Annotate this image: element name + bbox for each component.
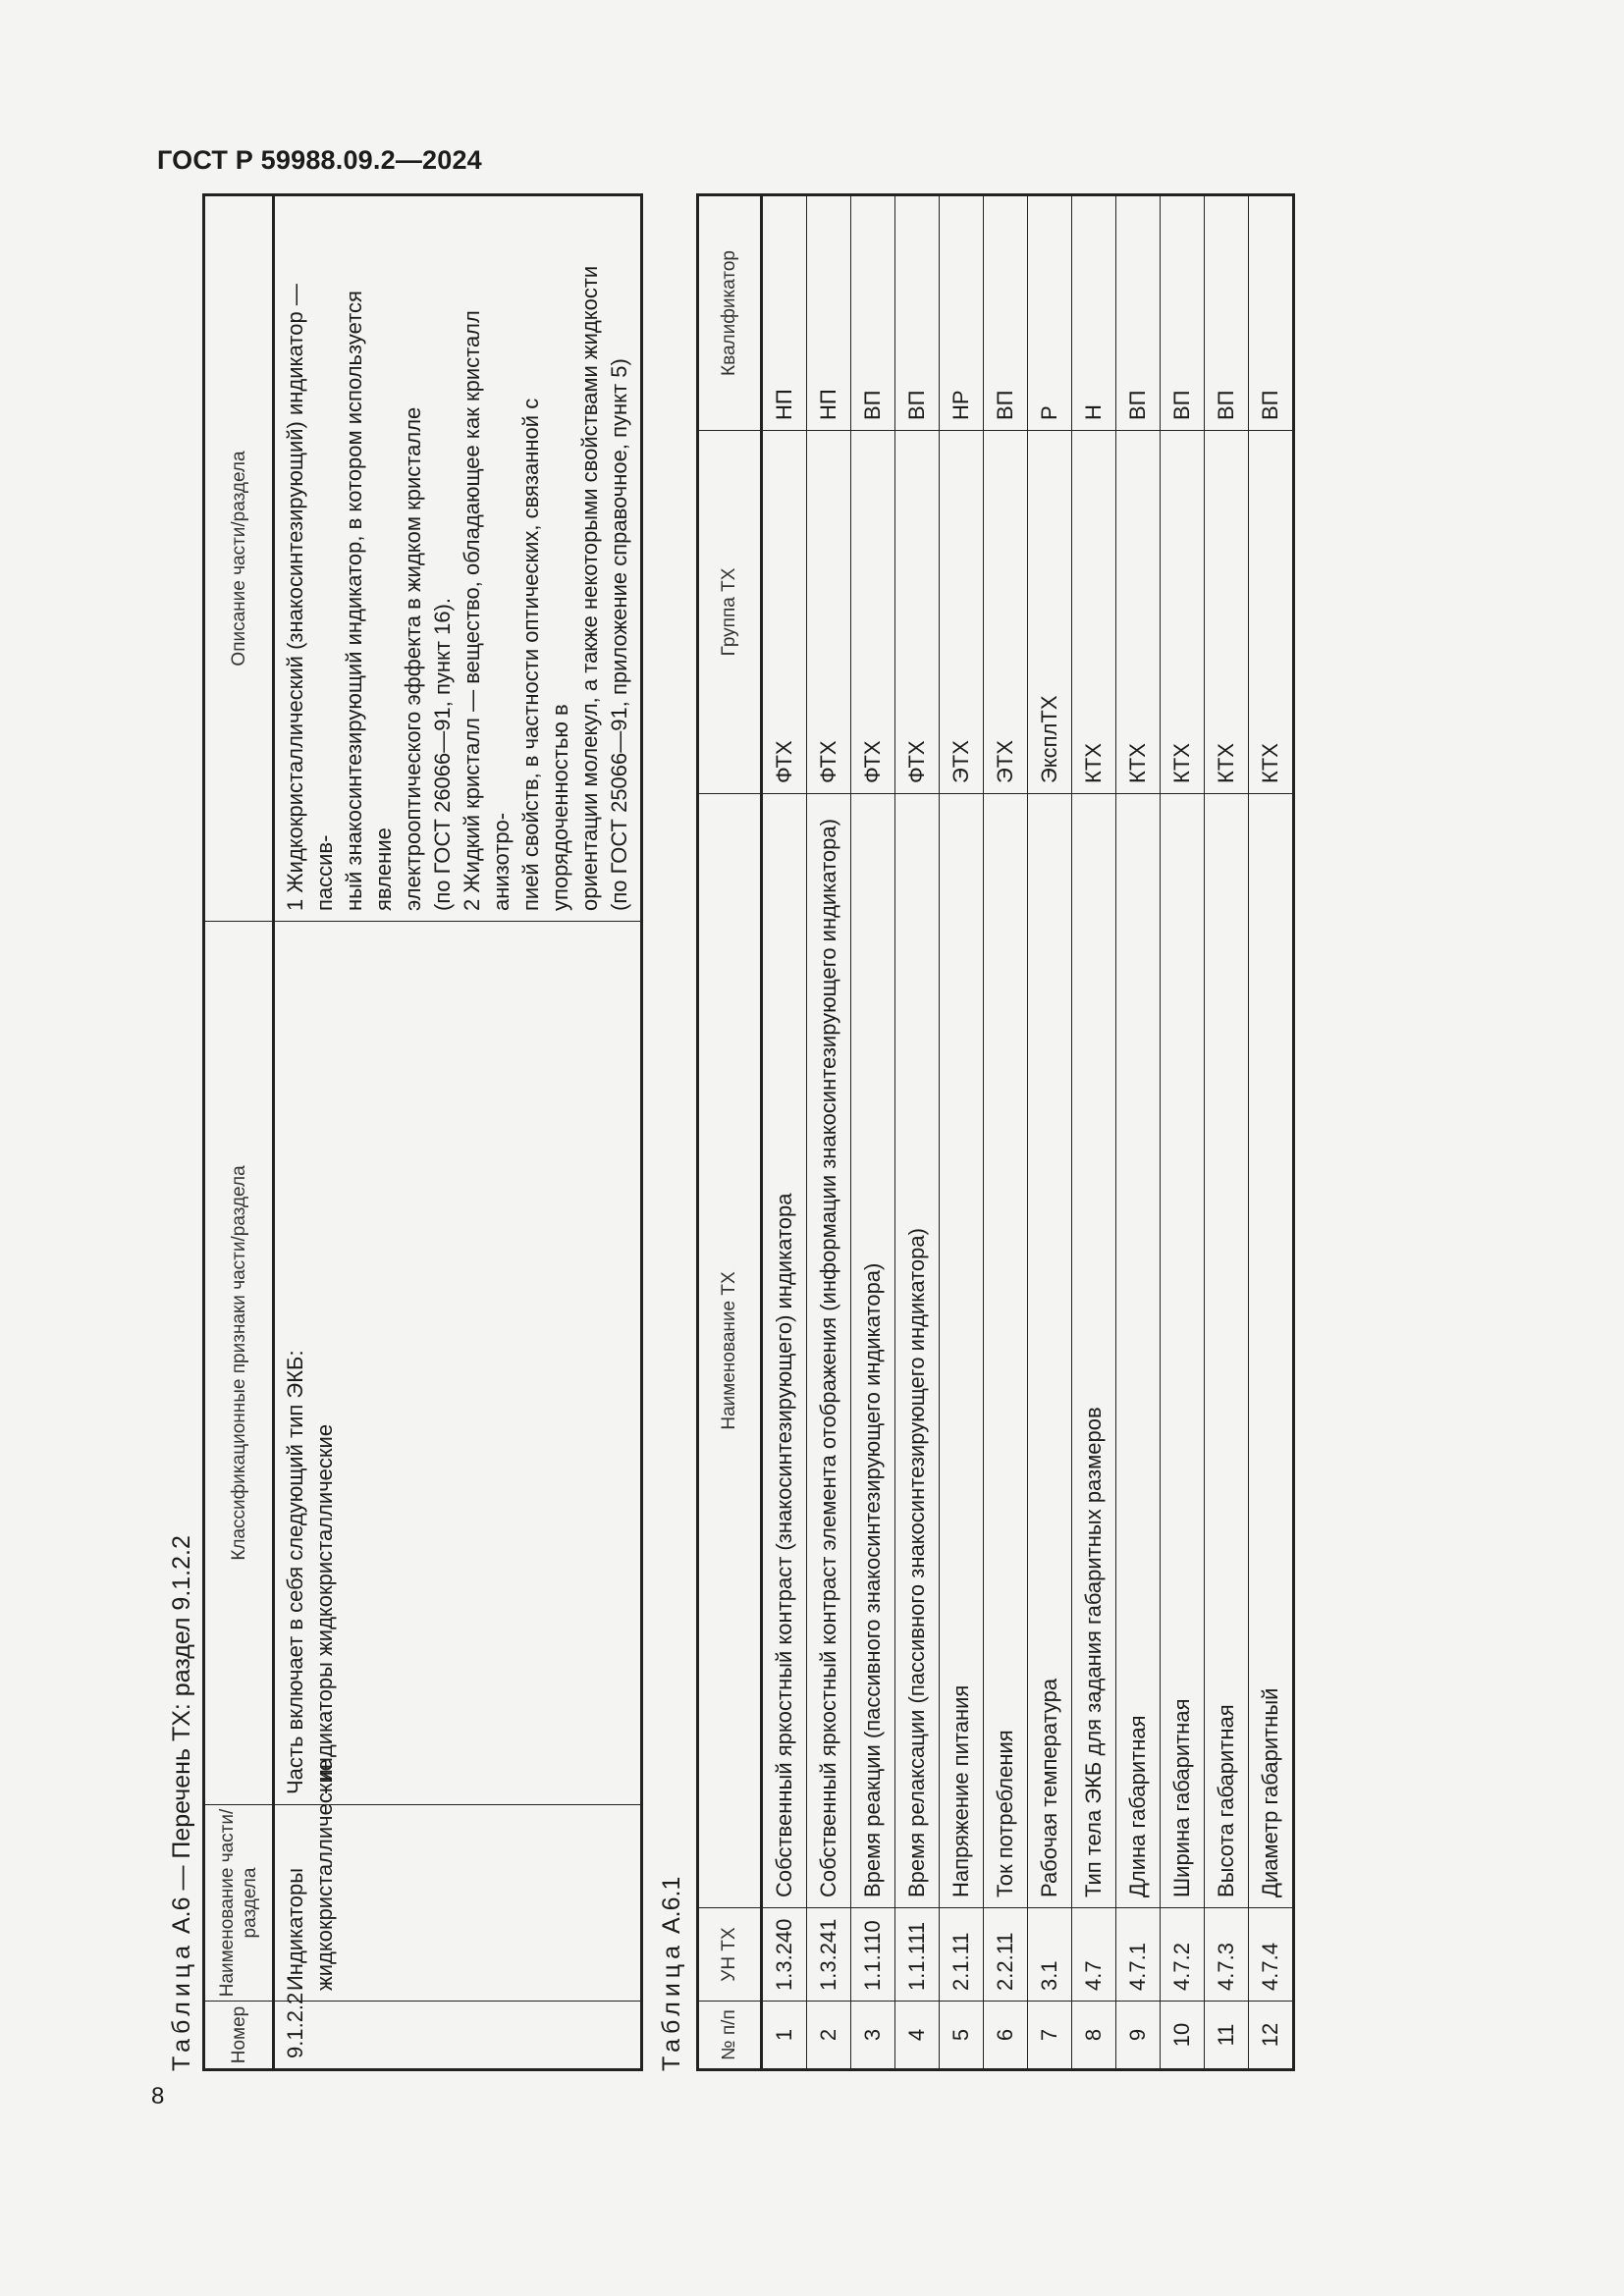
cell-name: Длина габаритная (1116, 794, 1161, 1908)
table-row (1161, 195, 1205, 2070)
cell-qualifier: ВП (1205, 195, 1249, 431)
cell-code: 1.3.240 (762, 1908, 807, 2002)
table-a61 (696, 193, 1295, 2071)
cell-group: ФТХ (851, 431, 895, 794)
cell-code: 4.7 (1072, 1908, 1116, 2002)
description-line: электрооптического эффекта в жидком кристалле (401, 406, 425, 911)
description-line: ориентации молекул, а также некоторыми свойствами жидкости (577, 265, 602, 911)
cell-group: КТХ (1116, 431, 1161, 794)
cell-index: 2 (807, 2002, 851, 2070)
cell-name: Рабочая температура (1028, 794, 1072, 1908)
cell-index: 3 (851, 2002, 895, 2070)
cell-index: 9 (1116, 2002, 1161, 2070)
table-a61-body (762, 195, 1294, 2070)
cell-code: 3.1 (1028, 1908, 1072, 2002)
cell-qualifier: Н (1072, 195, 1116, 431)
description-line: (по ГОСТ 26066—91, пункт 16). (430, 598, 455, 911)
standard-title: ГОСТ Р 59988.09.2—2024 (157, 145, 482, 175)
header-number: Номер (204, 2002, 274, 2070)
cell-index: 4 (895, 2002, 940, 2070)
cell-group: ФТХ (807, 431, 851, 794)
cell-code: 4.7.3 (1205, 1908, 1249, 2002)
cell-qualifier: ВП (1161, 195, 1205, 431)
cell-qualifier: ВП (984, 195, 1028, 431)
table-a6-caption (167, 88, 196, 2071)
description-line: пией свойств, в частности оптических, связанной с упорядоченностью в (518, 398, 572, 911)
table-a6-header-row (204, 195, 274, 2070)
cell-index: 7 (1028, 2002, 1072, 2070)
description-line: 1 Жидкокристаллический (знакосинтезирующий) индикатор — пассив- (283, 284, 337, 911)
header-group: Группа ТХ (698, 431, 762, 794)
features-line: Часть включает в себя следующий тип ЭКБ: (283, 1350, 307, 1794)
row-features (274, 922, 642, 1805)
cell-name: Время реакции (пассивного знакосинтезирующего индикатора) (851, 794, 895, 1908)
table-row (1028, 195, 1072, 2070)
table-row (274, 195, 642, 2070)
header-name: Наименование ТХ (698, 794, 762, 1908)
header-description: Описание части/раздела (204, 195, 274, 922)
cell-group: КТХ (1161, 431, 1205, 794)
cell-group: КТХ (1072, 431, 1116, 794)
table-a61-header-row (698, 195, 762, 2070)
description-line: ный знакосинтезирующий индикатор, в котором используется явление (342, 291, 396, 911)
table-a6 (202, 193, 643, 2071)
cell-name: Ширина габаритная (1161, 794, 1205, 1908)
header-features: Классификационные признаки части/раздела (204, 922, 274, 1805)
cell-code: 4.7.4 (1249, 1908, 1294, 2002)
header-name: Наименование части/раздела (204, 1805, 274, 2002)
cell-name: Напряжение питания (940, 794, 984, 1908)
row-number: 9.1.2.2 (274, 2002, 642, 2070)
table-row (1116, 195, 1161, 2070)
cell-name: Диаметр габаритный (1249, 794, 1294, 1908)
caption-text: А.6.1 (658, 1876, 685, 1935)
cell-group: КТХ (1249, 431, 1294, 794)
cell-name: Собственный яркостный контраст элемента отображения (информации знакосинтезирующего индикатора) (807, 794, 851, 1908)
cell-qualifier: ВП (1116, 195, 1161, 431)
cell-index: 12 (1249, 2002, 1294, 2070)
page-number: 8 (151, 2083, 165, 2109)
cell-index: 11 (1205, 2002, 1249, 2070)
table-row (1072, 195, 1116, 2070)
header-qualifier: Квалификатор (698, 195, 762, 431)
table-row (1205, 195, 1249, 2070)
table-row (984, 195, 1028, 2070)
table-row (940, 195, 984, 2070)
cell-qualifier: ВП (1249, 195, 1294, 431)
table-row (807, 195, 851, 2070)
cell-code: 1.3.241 (807, 1908, 851, 2002)
cell-name: Высота габаритная (1205, 794, 1249, 1908)
cell-code: 4.7.1 (1116, 1908, 1161, 2002)
header-code: УН ТХ (698, 1908, 762, 2002)
description-line: 2 Жидкий кристалл — вещество, обладающее как кристалл анизотро- (460, 310, 514, 911)
table-row (895, 195, 940, 2070)
features-line: - индикаторы жидкокристаллические (312, 1423, 337, 1794)
cell-code: 1.1.111 (895, 1908, 940, 2002)
cell-qualifier: НП (762, 195, 807, 431)
cell-code: 1.1.110 (851, 1908, 895, 2002)
cell-index: 6 (984, 2002, 1028, 2070)
caption-prefix: Таблица (168, 1940, 195, 2071)
cell-index: 1 (762, 2002, 807, 2070)
caption-prefix: Таблица (658, 1940, 685, 2071)
cell-group: ФТХ (895, 431, 940, 794)
table-row (851, 195, 895, 2070)
caption-text: А.6 — Перечень ТХ: раздел 9.1.2.2 (168, 1535, 195, 1935)
cell-name: Ток потребления (984, 794, 1028, 1908)
cell-name: Время релаксации (пассивного знакосинтезирующего индикатора) (895, 794, 940, 1908)
cell-group: ФТХ (762, 431, 807, 794)
cell-code: 4.7.2 (1161, 1908, 1205, 2002)
cell-index: 8 (1072, 2002, 1116, 2070)
row-description (274, 195, 642, 922)
description-line: (по ГОСТ 25066—91, приложение справочное, пункт 5) (607, 358, 631, 911)
cell-qualifier: НП (807, 195, 851, 431)
cell-group: ЭксплТХ (1028, 431, 1072, 794)
table-a61-caption (657, 88, 686, 2071)
table-row (762, 195, 807, 2070)
cell-qualifier: Р (1028, 195, 1072, 431)
cell-code: 2.2.11 (984, 1908, 1028, 2002)
cell-group: ЭТХ (940, 431, 984, 794)
rotated-content (167, 88, 1282, 2071)
cell-code: 2.1.11 (940, 1908, 984, 2002)
cell-index: 5 (940, 2002, 984, 2070)
cell-qualifier: НР (940, 195, 984, 431)
row-name: Индикаторы жидкокристаллические (274, 1805, 642, 2002)
cell-group: КТХ (1205, 431, 1249, 794)
cell-name: Собственный яркостный контраст (знакосинтезирующего) индикатора (762, 794, 807, 1908)
cell-qualifier: ВП (851, 195, 895, 431)
cell-group: ЭТХ (984, 431, 1028, 794)
table-row (1249, 195, 1294, 2070)
cell-name: Тип тела ЭКБ для задания габаритных размеров (1072, 794, 1116, 1908)
cell-index: 10 (1161, 2002, 1205, 2070)
header-index: № п/п (698, 2002, 762, 2070)
cell-qualifier: ВП (895, 195, 940, 431)
